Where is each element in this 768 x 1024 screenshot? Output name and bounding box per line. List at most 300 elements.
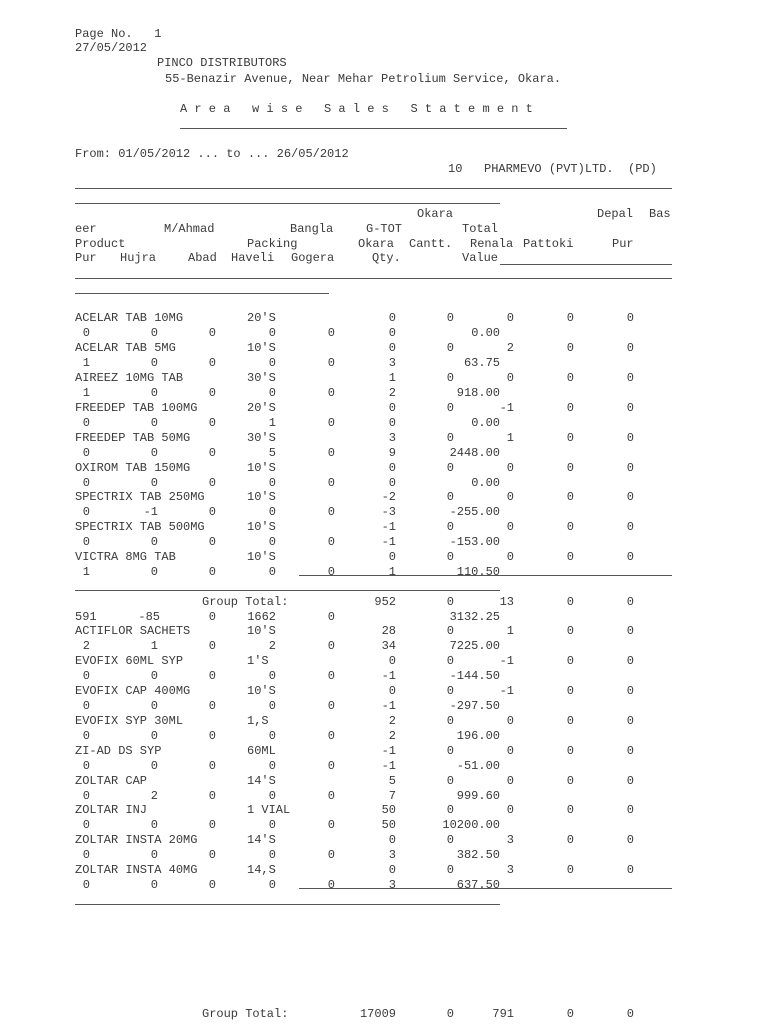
row-value: 0.00 (471, 475, 500, 490)
row-depal: 0 (626, 550, 634, 565)
row-depal: 0 (626, 773, 634, 788)
row-c2: 1 (150, 639, 158, 653)
row-depal: 0 (626, 833, 634, 848)
group1-total-pattoki: 0 (566, 595, 574, 609)
row-okara: -2 (381, 490, 396, 505)
row-renala: 0 (506, 550, 514, 565)
col-packing: Packing (247, 237, 298, 251)
row-c4: 0 (268, 878, 276, 893)
row-packing: 30'S (247, 430, 276, 445)
row-qty: 9 (388, 445, 396, 460)
row-c4: 0 (268, 326, 276, 340)
row-value: 637.50 (456, 878, 500, 893)
company-name: PINCO DISTRIBUTORS (157, 56, 287, 70)
row-pattoki: 0 (566, 653, 574, 668)
row-depal: 0 (626, 683, 634, 698)
row-renala: 0 (506, 490, 514, 505)
row-depal: 0 (626, 520, 634, 535)
row-okara: 50 (381, 803, 396, 818)
row-qty: -1 (381, 535, 396, 550)
row-depal: 0 (626, 653, 634, 668)
col-product: Product (75, 237, 126, 251)
row-pattoki: 0 (566, 340, 574, 355)
row-c4: 0 (268, 355, 276, 370)
row-c5: 0 (327, 788, 335, 803)
row-c3: 0 (208, 848, 216, 863)
row-packing: 10'S (247, 520, 276, 535)
row-c2: 0 (150, 355, 158, 370)
row-pattoki: 0 (566, 863, 574, 878)
row-depal: 0 (626, 743, 634, 758)
row-value: 196.00 (456, 728, 500, 743)
row-value: 0.00 (471, 326, 500, 340)
row-c1: 1 (82, 385, 90, 400)
row-cantt: 0 (446, 863, 454, 878)
col-bangla: Bangla (290, 222, 334, 236)
row-pattoki: 0 (566, 400, 574, 415)
row-c1: 0 (82, 848, 90, 863)
row-qty: 1 (388, 565, 396, 580)
row-c5: 0 (327, 505, 335, 520)
row-value: 918.00 (456, 385, 500, 400)
group1-total-c4: 1662 (247, 610, 276, 624)
row-c5: 0 (327, 878, 335, 893)
company-code: 10 PHARMEVO (PVT)LTD. (PD) (448, 162, 657, 176)
row-c2: 0 (150, 326, 158, 340)
row-qty: 2 (388, 385, 396, 400)
row-okara: 0 (388, 460, 396, 475)
row-c5: 0 (327, 758, 335, 773)
row-c3: 0 (208, 326, 216, 340)
group2-subtotal-rule (299, 888, 500, 889)
row-product: ACELAR TAB 5MG (75, 340, 176, 355)
group1-total-value: 3132.25 (449, 610, 500, 624)
row-c2: 0 (150, 475, 158, 490)
row-packing: 14'S (247, 833, 276, 848)
row-depal: 0 (626, 803, 634, 818)
row-product: FREEDEP TAB 50MG (75, 430, 191, 445)
row-packing: 10'S (247, 490, 276, 505)
row-product: EVOFIX 60ML SYP (75, 653, 184, 668)
row-pattoki: 0 (566, 520, 574, 535)
row-cantt: 0 (446, 653, 454, 668)
row-depal: 0 (626, 863, 634, 878)
row-packing: 10'S (247, 460, 276, 475)
row-qty: 50 (381, 818, 396, 833)
col-mahmad: M/Ahmad (164, 222, 215, 236)
row-packing: 10'S (247, 340, 276, 355)
row-product: ZOLTAR CAP (75, 773, 148, 788)
row-product: EVOFIX CAP 400MG (75, 683, 191, 698)
row-depal: 0 (626, 460, 634, 475)
row-c2: 0 (150, 818, 158, 833)
row-qty: -1 (381, 698, 396, 713)
row-cantt: 0 (446, 803, 454, 818)
row-cantt: 0 (446, 340, 454, 355)
row-renala: -1 (499, 653, 514, 668)
row-cantt: 0 (446, 833, 454, 848)
row-value: 110.50 (456, 565, 500, 580)
row-c2: 0 (150, 415, 158, 430)
row-packing: 1,S (247, 713, 269, 728)
row-value: -51.00 (456, 758, 500, 773)
row-c1: 0 (82, 475, 90, 490)
row-okara: 0 (388, 863, 396, 878)
row-cantt: 0 (446, 460, 454, 475)
row-depal: 0 (626, 713, 634, 728)
row-okara: 2 (388, 713, 396, 728)
row-pattoki: 0 (566, 460, 574, 475)
row-qty: -1 (381, 758, 396, 773)
row-c5: 0 (327, 326, 335, 340)
row-qty: -3 (381, 505, 396, 520)
row-product: ACTIFLOR SACHETS (75, 624, 191, 638)
row-c1: 0 (82, 535, 90, 550)
row-cantt: 0 (446, 400, 454, 415)
row-packing: 60ML (247, 743, 276, 758)
row-cantt: 0 (446, 370, 454, 385)
row-c1: 1 (82, 565, 90, 580)
row-c2: 0 (150, 698, 158, 713)
row-renala: 3 (506, 833, 514, 848)
col-hujra: Hujra (120, 251, 157, 265)
row-c4: 2 (268, 639, 276, 653)
col-okara: Okara (358, 237, 395, 251)
row-c5: 0 (327, 728, 335, 743)
row-packing: 10'S (247, 683, 276, 698)
page-number: Page No. 1 (75, 27, 162, 41)
row-c1: 0 (82, 818, 90, 833)
row-qty: 3 (388, 355, 396, 370)
row-c3: 0 (208, 445, 216, 460)
col-pur: Pur (612, 237, 634, 251)
row-c4: 0 (268, 668, 276, 683)
col-bas: Bas (649, 207, 671, 221)
row-c3: 0 (208, 355, 216, 370)
row-renala: 0 (506, 743, 514, 758)
row-c3: 0 (208, 505, 216, 520)
col-value: Value (462, 251, 499, 265)
col-qty: Qty. (372, 251, 401, 265)
row-cantt: 0 (446, 490, 454, 505)
col-haveli: Haveli (231, 251, 275, 265)
row-c3: 0 (208, 878, 216, 893)
row-renala: 0 (506, 460, 514, 475)
group2-subtotal-rule-right (500, 888, 672, 889)
row-renala: 1 (506, 624, 514, 638)
row-okara: 0 (388, 340, 396, 355)
row-c2: 0 (150, 385, 158, 400)
row-product: OXIROM TAB 150MG (75, 460, 191, 475)
row-cantt: 0 (446, 550, 454, 565)
group2-total-cantt: 0 (446, 1007, 454, 1021)
row-c4: 0 (268, 728, 276, 743)
row-product: ACELAR TAB 10MG (75, 311, 184, 325)
row-packing: 10'S (247, 550, 276, 565)
col-renala: Renala (470, 237, 514, 251)
row-cantt: 0 (446, 743, 454, 758)
row-packing: 10'S (247, 624, 276, 638)
row-c3: 0 (208, 728, 216, 743)
row-c5: 0 (327, 639, 335, 653)
row-pattoki: 0 (566, 833, 574, 848)
row-c1: 0 (82, 326, 90, 340)
row-c1: 0 (82, 445, 90, 460)
group1-total-label: Group Total: (202, 595, 289, 609)
row-renala: 0 (506, 370, 514, 385)
row-c4: 0 (268, 758, 276, 773)
row-value: 63.75 (463, 355, 500, 370)
row-c5: 0 (327, 445, 335, 460)
row-packing: 14'S (247, 773, 276, 788)
group2-total-pattoki: 0 (566, 1007, 574, 1021)
row-renala: 3 (506, 863, 514, 878)
row-c1: 0 (82, 728, 90, 743)
row-product: ZOLTAR INSTA 40MG (75, 863, 198, 878)
row-renala: 1 (506, 430, 514, 445)
col-total: Total (462, 222, 499, 236)
row-cantt: 0 (446, 624, 454, 638)
row-qty: 3 (388, 848, 396, 863)
row-renala: 0 (506, 520, 514, 535)
row-c1: 2 (82, 639, 90, 653)
row-c1: 0 (82, 758, 90, 773)
row-c5: 0 (327, 535, 335, 550)
row-c3: 0 (208, 758, 216, 773)
row-cantt: 0 (446, 713, 454, 728)
row-c1: 1 (82, 355, 90, 370)
row-c2: 0 (150, 668, 158, 683)
row-value: -144.50 (449, 668, 500, 683)
row-c4: 0 (268, 788, 276, 803)
row-c4: 0 (268, 535, 276, 550)
row-c2: 0 (150, 535, 158, 550)
row-c2: 2 (150, 788, 158, 803)
row-c4: 0 (268, 385, 276, 400)
row-product: VICTRA 8MG TAB (75, 550, 176, 565)
row-pattoki: 0 (566, 773, 574, 788)
row-depal: 0 (626, 430, 634, 445)
row-c5: 0 (327, 385, 335, 400)
row-product: ZI-AD DS SYP (75, 743, 162, 758)
group2-total-label: Group Total: (202, 1007, 289, 1021)
row-c2: 0 (150, 445, 158, 460)
row-product: ZOLTAR INJ (75, 803, 148, 818)
row-pattoki: 0 (566, 550, 574, 565)
row-depal: 0 (626, 400, 634, 415)
group2-total-depal: 0 (626, 1007, 634, 1021)
row-okara: 3 (388, 430, 396, 445)
group2-total-okara: 17009 (359, 1007, 396, 1021)
row-product: SPECTRIX TAB 250MG (75, 490, 205, 505)
row-c1: 0 (82, 878, 90, 893)
report-title: A r e a w i s e S a l e s S t a t e m e n t (180, 102, 533, 116)
row-c3: 0 (208, 668, 216, 683)
row-c1: 0 (82, 505, 90, 520)
row-value: -153.00 (449, 535, 500, 550)
row-pattoki: 0 (566, 430, 574, 445)
row-product: SPECTRIX TAB 500MG (75, 520, 205, 535)
col-pattoki: Pattoki (523, 237, 574, 251)
row-value: 10200.00 (442, 818, 500, 833)
row-c1: 0 (82, 788, 90, 803)
row-c4: 0 (268, 475, 276, 490)
row-c3: 0 (208, 475, 216, 490)
row-value: 382.50 (456, 848, 500, 863)
row-renala: 2 (506, 340, 514, 355)
row-c5: 0 (327, 668, 335, 683)
row-renala: 0 (506, 803, 514, 818)
row-packing: 30'S (247, 370, 276, 385)
col-pur2: Pur (75, 251, 97, 265)
row-c4: 0 (268, 698, 276, 713)
col-eer: eer (75, 222, 97, 236)
row-packing: 1 VIAL (247, 803, 291, 818)
row-c5: 0 (327, 848, 335, 863)
row-okara: 0 (388, 653, 396, 668)
row-c3: 0 (208, 565, 216, 580)
row-qty: -1 (381, 668, 396, 683)
row-renala: -1 (499, 683, 514, 698)
row-qty: 0 (388, 415, 396, 430)
col-gtot: G-TOT (366, 222, 403, 236)
row-depal: 0 (626, 340, 634, 355)
row-value: 7225.00 (449, 639, 500, 653)
row-packing: 14,S (247, 863, 276, 878)
row-c4: 0 (268, 848, 276, 863)
col-okara-top: Okara (417, 207, 454, 221)
group2-total-renala: 791 (492, 1007, 514, 1021)
row-value: 2448.00 (449, 445, 500, 460)
row-pattoki: 0 (566, 311, 574, 325)
row-value: -297.50 (449, 698, 500, 713)
row-pattoki: 0 (566, 370, 574, 385)
row-qty: 3 (388, 878, 396, 893)
row-c5: 0 (327, 818, 335, 833)
row-packing: 20'S (247, 311, 276, 325)
row-c4: 1 (268, 415, 276, 430)
row-depal: 0 (626, 370, 634, 385)
row-qty: 0 (388, 326, 396, 340)
row-c2: 0 (150, 728, 158, 743)
row-qty: 0 (388, 475, 396, 490)
row-c2: 0 (150, 758, 158, 773)
row-depal: 0 (626, 490, 634, 505)
row-renala: -1 (499, 400, 514, 415)
row-c1: 0 (82, 668, 90, 683)
row-renala: 0 (506, 311, 514, 325)
row-c3: 0 (208, 535, 216, 550)
row-c5: 0 (327, 355, 335, 370)
row-cantt: 0 (446, 773, 454, 788)
row-pattoki: 0 (566, 624, 574, 638)
row-c2: 0 (150, 878, 158, 893)
row-c5: 0 (327, 475, 335, 490)
report-period: From: 01/05/2012 ... to ... 26/05/2012 (75, 147, 349, 161)
row-c4: 0 (268, 818, 276, 833)
row-renala: 0 (506, 773, 514, 788)
row-value: -255.00 (449, 505, 500, 520)
company-address: 55-Benazir Avenue, Near Mehar Petrolium Service, Okara. (165, 72, 562, 86)
row-c3: 0 (208, 415, 216, 430)
row-okara: -1 (381, 520, 396, 535)
row-product: FREEDEP TAB 100MG (75, 400, 198, 415)
col-abad: Abad (188, 251, 217, 265)
row-pattoki: 0 (566, 683, 574, 698)
row-pattoki: 0 (566, 713, 574, 728)
row-renala: 0 (506, 713, 514, 728)
row-value: 999.60 (456, 788, 500, 803)
row-c1: 0 (82, 415, 90, 430)
row-okara: 0 (388, 683, 396, 698)
row-cantt: 0 (446, 430, 454, 445)
row-c3: 0 (208, 818, 216, 833)
row-c4: 0 (268, 505, 276, 520)
row-c2: 0 (150, 848, 158, 863)
row-okara: 0 (388, 400, 396, 415)
col-gogera: Gogera (291, 251, 335, 265)
row-depal: 0 (626, 311, 634, 325)
row-product: EVOFIX SYP 30ML (75, 713, 184, 728)
row-okara: 0 (388, 550, 396, 565)
row-product: AIREEZ 10MG TAB (75, 370, 184, 385)
row-okara: 0 (388, 311, 396, 325)
row-okara: 28 (381, 624, 396, 638)
row-c3: 0 (208, 385, 216, 400)
row-c4: 5 (268, 445, 276, 460)
row-depal: 0 (626, 624, 634, 638)
row-qty: 34 (381, 639, 396, 653)
report-date: 27/05/2012 (75, 41, 148, 55)
row-okara: 5 (388, 773, 396, 788)
row-c3: 0 (208, 788, 216, 803)
row-product: ZOLTAR INSTA 20MG (75, 833, 198, 848)
row-c5: 0 (327, 698, 335, 713)
row-cantt: 0 (446, 520, 454, 535)
group1-total-c1: 591 (75, 610, 97, 624)
row-pattoki: 0 (566, 490, 574, 505)
row-pattoki: 0 (566, 803, 574, 818)
row-okara: -1 (381, 743, 396, 758)
row-packing: 1'S (247, 653, 269, 668)
group2-divider (75, 904, 500, 905)
row-value: 0.00 (471, 415, 500, 430)
group1-total-cantt: 0 (446, 595, 454, 609)
row-cantt: 0 (446, 311, 454, 325)
row-okara: 1 (388, 370, 396, 385)
row-c5: 0 (327, 415, 335, 430)
row-c2: 0 (150, 565, 158, 580)
col-cantt: Cantt. (409, 237, 453, 251)
row-c5: 0 (327, 565, 335, 580)
row-packing: 20'S (247, 400, 276, 415)
row-pattoki: 0 (566, 743, 574, 758)
row-qty: 2 (388, 728, 396, 743)
group1-total-c5: 0 (327, 610, 335, 624)
col-depal: Depal (597, 207, 634, 221)
row-cantt: 0 (446, 683, 454, 698)
row-qty: 7 (388, 788, 396, 803)
group1-total-c3: 0 (208, 610, 216, 624)
group1-total-depal: 0 (626, 595, 634, 609)
row-okara: 0 (388, 833, 396, 848)
row-c3: 0 (208, 698, 216, 713)
group1-total-renala: 13 (499, 595, 514, 609)
row-c2: -1 (143, 505, 158, 520)
row-c3: 0 (208, 639, 216, 653)
row-c1: 0 (82, 698, 90, 713)
group1-total-okara: 952 (374, 595, 396, 609)
